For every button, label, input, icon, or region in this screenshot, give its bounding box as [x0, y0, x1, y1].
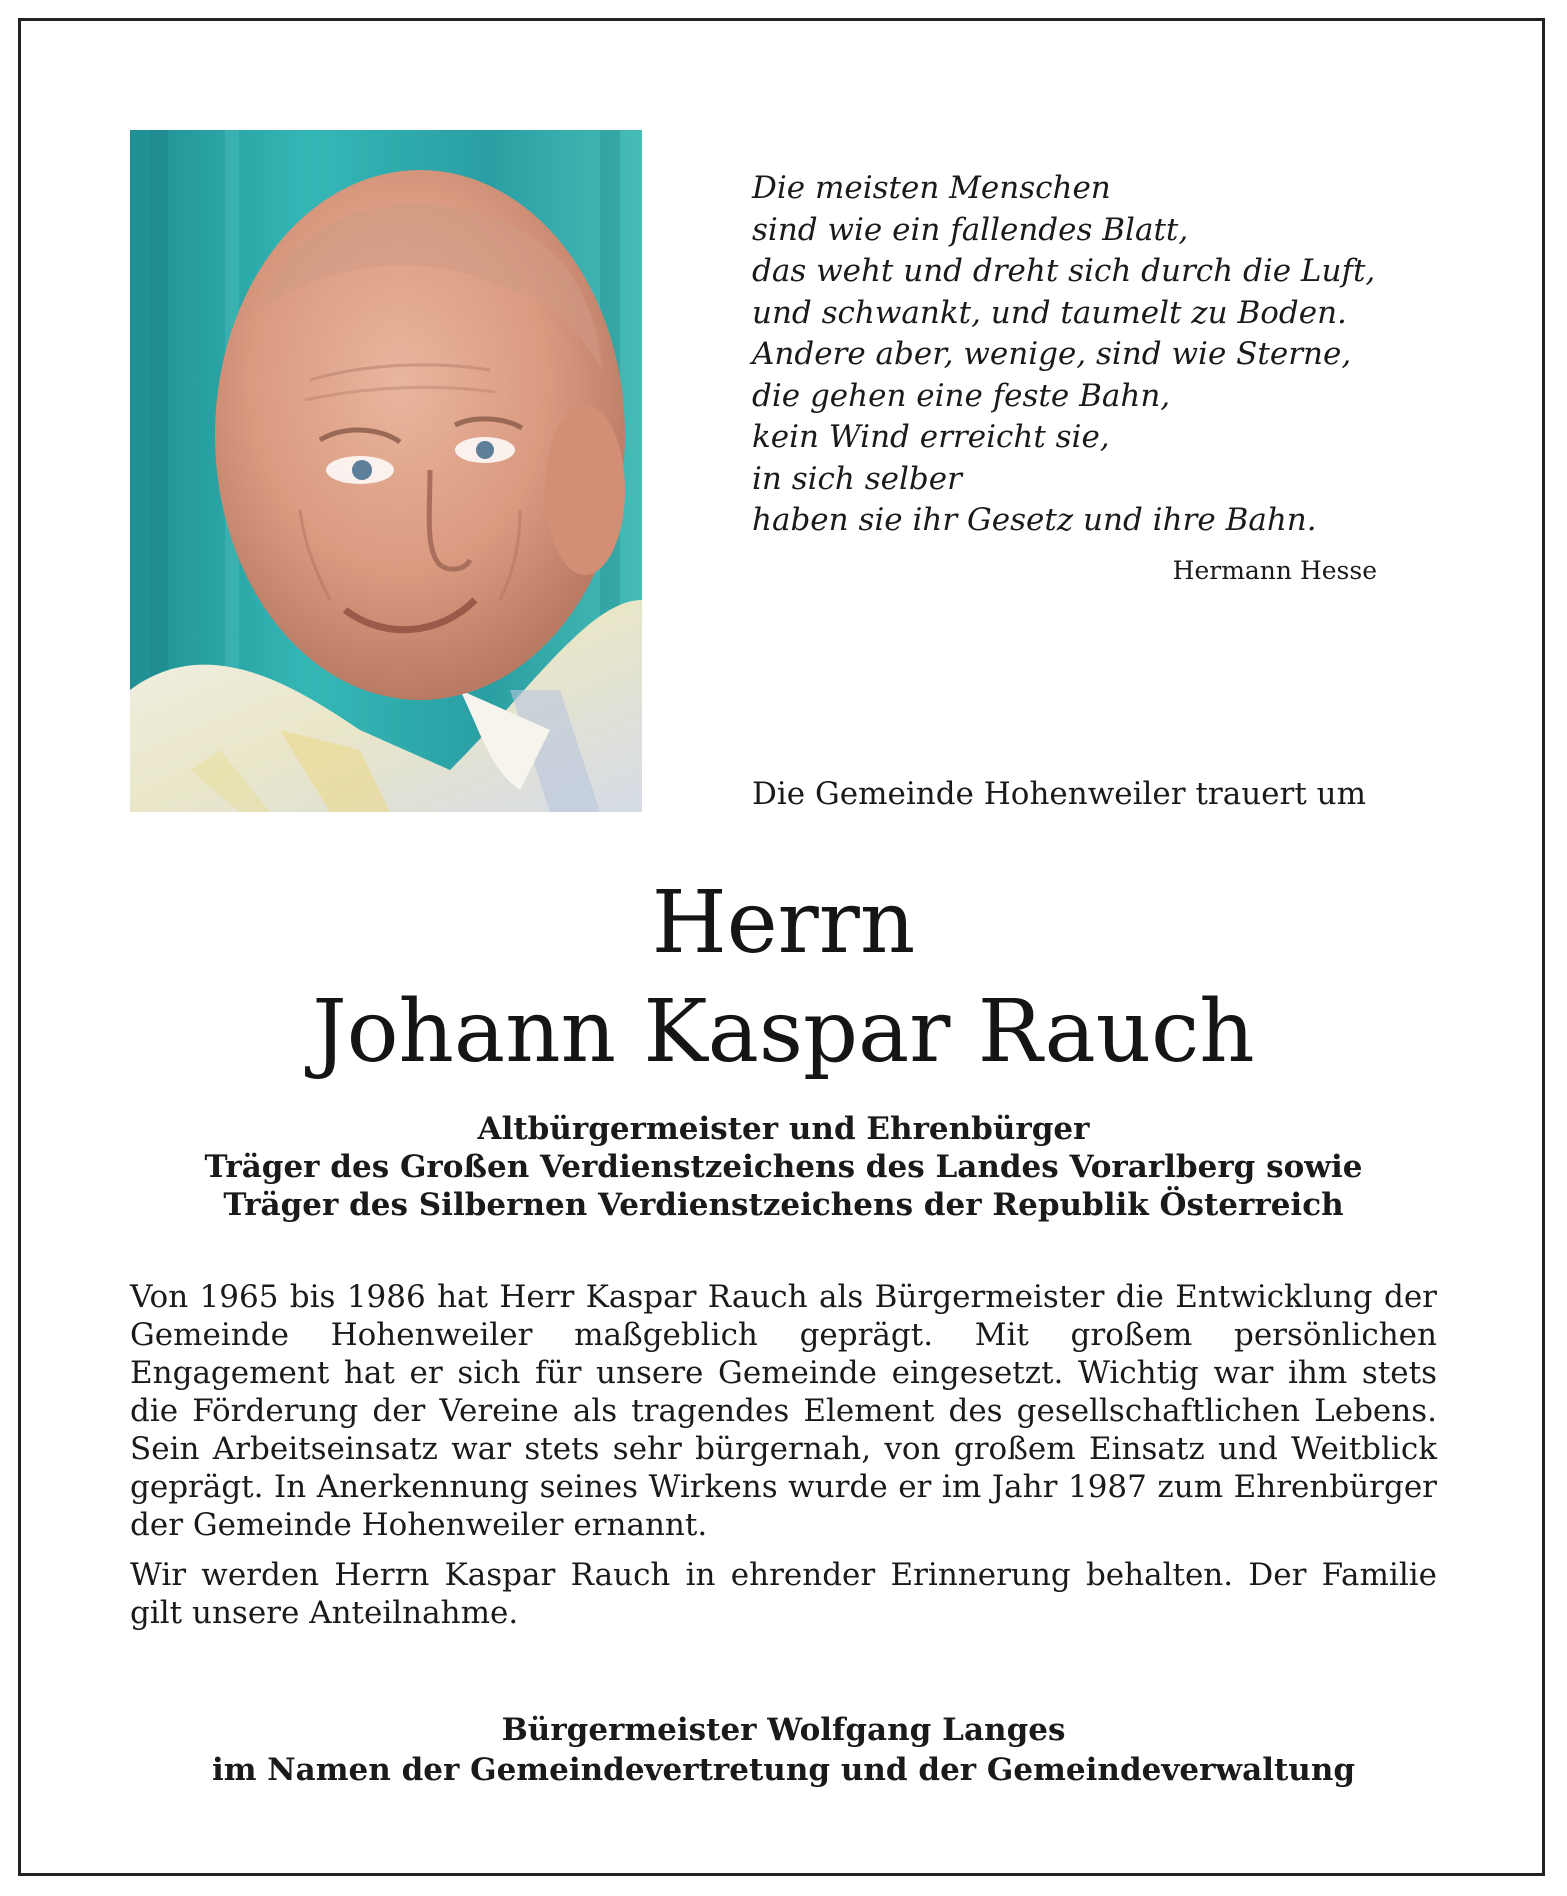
signature-mayor: Bürgermeister Wolfgang Langes: [501, 1712, 1066, 1748]
honors-list: [0, 1110, 1567, 1224]
mourning-announcement: Die Gemeinde Hohenweiler trauert um: [752, 776, 1367, 812]
deceased-salutation: Herrn: [651, 873, 916, 973]
obituary-paragraph: Von 1965 bis 1986 hat Herr Kaspar Rauch als Bürgermeister die Entwicklung der Gemeinde Hohenweiler maßgeblich geprägt. Mit großem persönlichen Engagement hat er sich für unsere Gemeinde eingesetzt. Wichtig war ihm stets die Förderung der Vereine als tragendes Element des gesellschaftlichen Lebens. Sein Arbeitseinsatz war stets sehr bürgernah, von großem Einsatz und Weitblick geprägt. In Anerkennung seines Wirkens wurde er im Jahr 1987 zum Ehrenbürger der Gemeinde Hohenweiler ernannt.: [130, 1279, 1437, 1543]
poem-line: haben sie ihr Gesetz und ihre Bahn.: [752, 502, 1317, 538]
poem-line: Die meisten Menschen: [752, 170, 1111, 206]
honor-line: Träger des Großen Verdienstzeichens des Landes Vorarlberg sowie: [204, 1149, 1363, 1185]
signature-block: [0, 1710, 1567, 1790]
poem-line: und schwankt, und taumelt zu Boden.: [752, 294, 1347, 331]
poem-line: die gehen eine feste Bahn,: [752, 377, 1171, 414]
poem-line: sind wie ein fallendes Blatt,: [752, 211, 1189, 248]
honor-line: Altbürgermeister und Ehrenbürger: [477, 1111, 1090, 1147]
obituary-paragraph: Wir werden Herrn Kaspar Rauch in ehrender Erinnerung behalten. Der Familie gilt unsere Anteilnahme.: [130, 1557, 1437, 1631]
portrait-photo: [130, 130, 642, 812]
poem-line: Andere aber, wenige, sind wie Sterne,: [752, 336, 1352, 372]
poem-quote: [752, 168, 1392, 542]
signature-on-behalf: im Namen der Gemeindevertretung und der Gemeindeverwaltung: [211, 1752, 1356, 1788]
deceased-name: Johann Kaspar Rauch: [312, 982, 1255, 1082]
poem-line: in sich selber: [752, 460, 962, 497]
obituary-text: [130, 1278, 1437, 1644]
poem-author: Hermann Hesse: [1172, 556, 1377, 585]
poem-line: das weht und dreht sich durch die Luft,: [752, 253, 1376, 289]
honor-line: Träger des Silbernen Verdienstzeichens der Republik Österreich: [223, 1187, 1344, 1223]
poem-line: kein Wind erreicht sie,: [752, 419, 1110, 455]
